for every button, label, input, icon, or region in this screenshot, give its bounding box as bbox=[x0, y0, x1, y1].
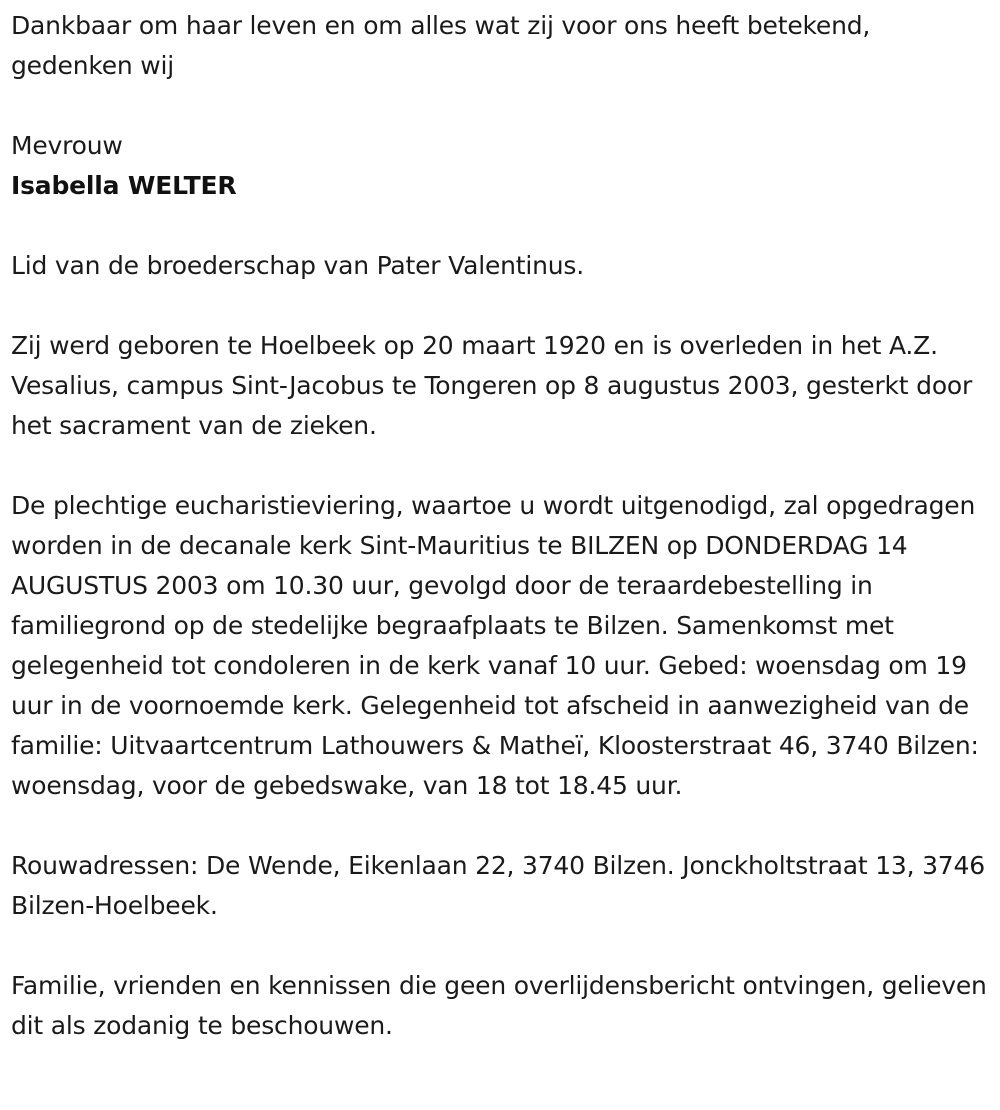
addresses-text: Rouwadressen: De Wende, Eikenlaan 22, 3740 Bilzen. Jonckholtstraat 13, 3746 Bilzen-Hoelbeek. bbox=[11, 851, 985, 920]
birth-death-text: Zij werd geboren te Hoelbeek op 20 maart 1920 en is overleden in het A.Z. Vesalius, campus Sint-Jacobus te Tongeren op 8 augustus 2003, gesterkt door het sacrament van de zieken. bbox=[11, 331, 973, 440]
deceased-name: Isabella WELTER bbox=[11, 171, 237, 200]
membership-text: Lid van de broederschap van Pater Valentinus. bbox=[11, 251, 584, 280]
service-text: De plechtige eucharistieviering, waartoe u wordt uitgenodigd, zal opgedragen worden in de decanale kerk Sint-Mauritius te BILZEN op DONDERDAG 14 AUGUSTUS 2003 om 10.30 uur, gevolgd door de teraardebestelling in familiegrond op de stedelijke begraafplaats te Bilzen. Samenkomst met gelegenheid tot condoleren in de kerk vanaf 10 uur. Gebed: woensdag om 19 uur in de voornoemde kerk. Gelegenheid tot afscheid in aanwezigheid van de familie: Uitvaartcentrum Lathouwers & Matheï, Kloosterstraat 46, 3740 Bilzen: woensdag, voor de gebedswake, van 18 tot 18.45 uur. bbox=[11, 491, 979, 800]
salutation: Mevrouw bbox=[11, 131, 123, 160]
closing-text: Familie, vrienden en kennissen die geen overlijdensbericht ontvingen, gelieven dit als zodanig te beschouwen. bbox=[11, 971, 987, 1040]
intro-text: Dankbaar om haar leven en om alles wat zij voor ons heeft betekend, gedenken wij bbox=[11, 11, 871, 80]
death-notice bbox=[11, 6, 991, 1086]
